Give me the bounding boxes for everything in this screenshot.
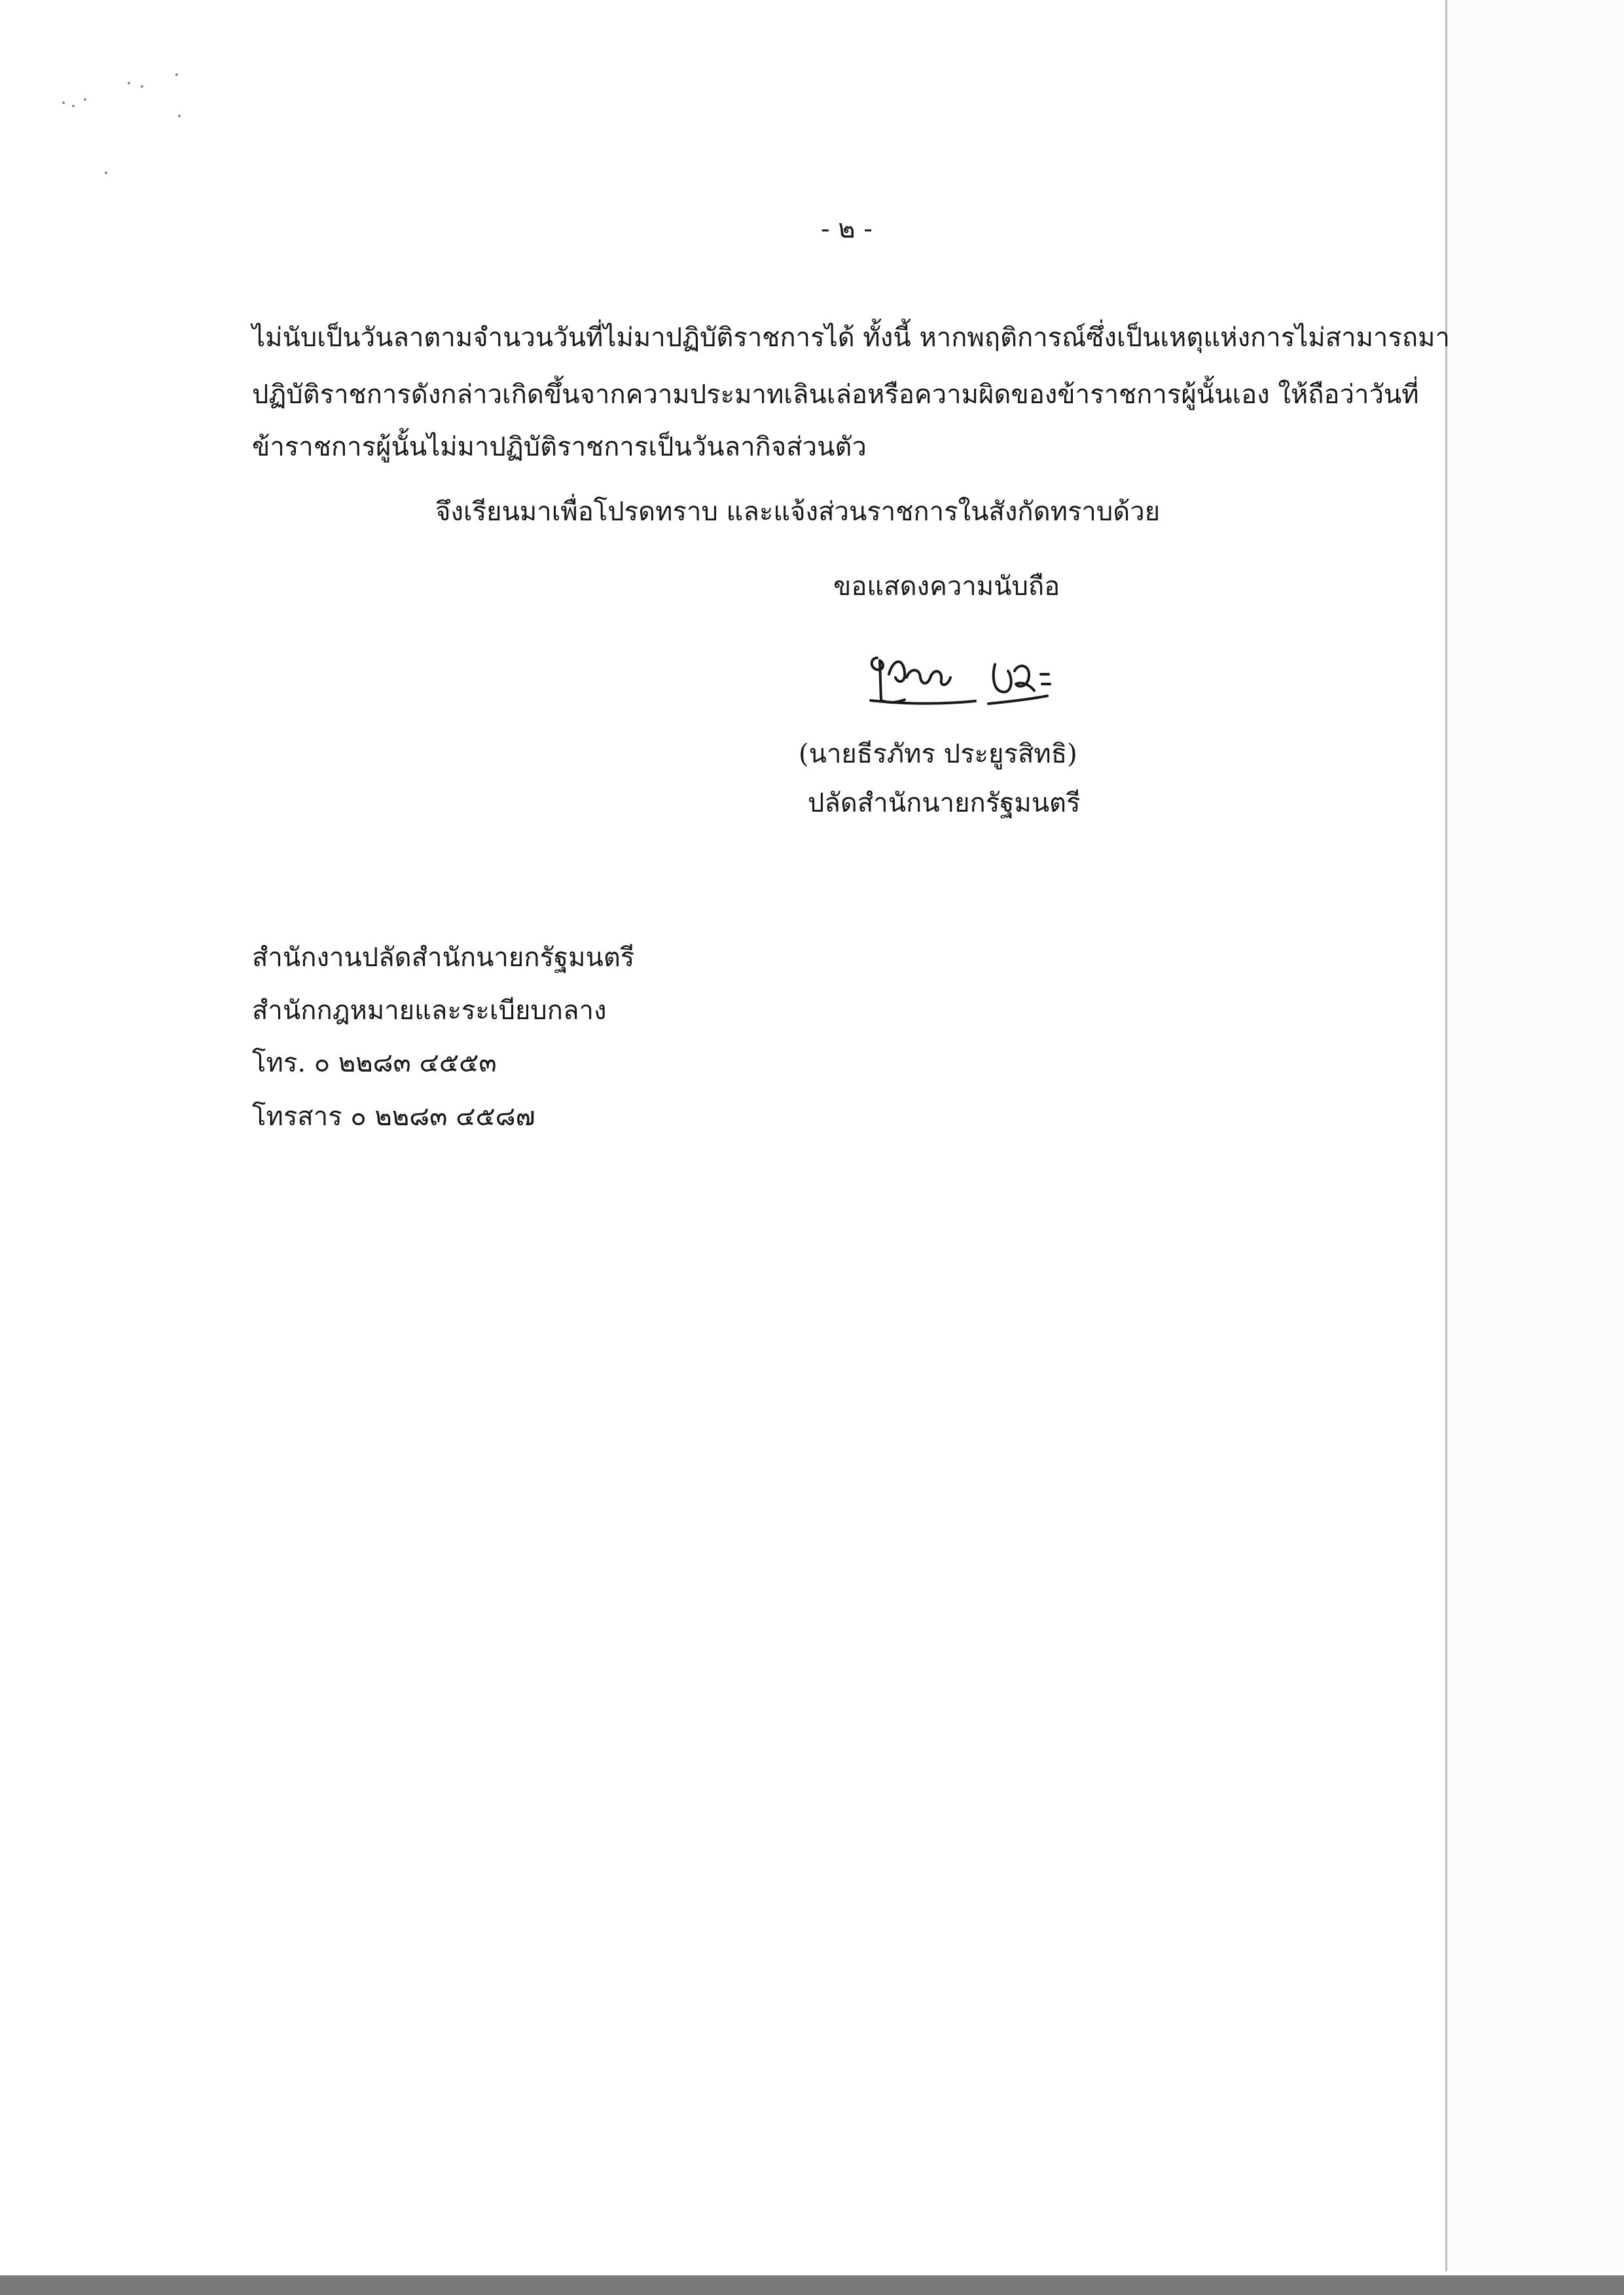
scan-speck (105, 172, 107, 174)
contact-division: สำนักกฎหมายและระเบียบกลาง (252, 996, 607, 1026)
scan-bottom-bar (0, 2275, 1624, 2295)
body-line-1: ไม่นับเป็นวันลาตามจำนวนวันที่ไม่มาปฏิบัติราชการได้ ทั้งนี้ หากพฤติการณ์ซึ่งเป็นเหตุแห่งการไม่สามารถมา (252, 323, 1450, 353)
contact-phone: โทร. ๐ ๒๒๘๓ ๔๕๕๓ (252, 1048, 497, 1078)
scan-edge-strip (1447, 0, 1624, 2271)
signatory-name: (นายธีรภัทร ประยูรสิทธิ) (799, 739, 1077, 769)
scan-speck (175, 73, 178, 76)
scan-speck (62, 101, 65, 104)
signatory-position: ปลัดสำนักนายกรัฐมนตรี (808, 788, 1081, 818)
contact-office: สำนักงานปลัดสำนักนายกรัฐมนตรี (252, 943, 635, 973)
closing-salutation: ขอแสดงความนับถือ (833, 571, 1060, 602)
page-number: - ๒ - (821, 214, 873, 244)
body-line-2: ปฏิบัติราชการดังกล่าวเกิดขึ้นจากความประมาทเลินเล่อหรือความผิดของข้าราชการผู้นั้นเอง ให้ถือว่าวันที่ (252, 380, 1419, 410)
scan-speck (84, 98, 86, 101)
scan-speck (72, 105, 75, 107)
closing-paragraph: จึงเรียนมาเพื่อโปรดทราบ และแจ้งส่วนราชการในสังกัดทราบด้วย (435, 497, 1161, 527)
scan-speck (178, 115, 181, 117)
scan-speck (141, 85, 143, 88)
body-line-3: ข้าราชการผู้นั้นไม่มาปฏิบัติราชการเป็นวันลากิจส่วนตัว (252, 432, 867, 462)
contact-fax: โทรสาร ๐ ๒๒๘๓ ๔๕๘๗ (252, 1102, 535, 1132)
handwritten-signature (857, 638, 1067, 714)
scan-speck (128, 82, 130, 84)
